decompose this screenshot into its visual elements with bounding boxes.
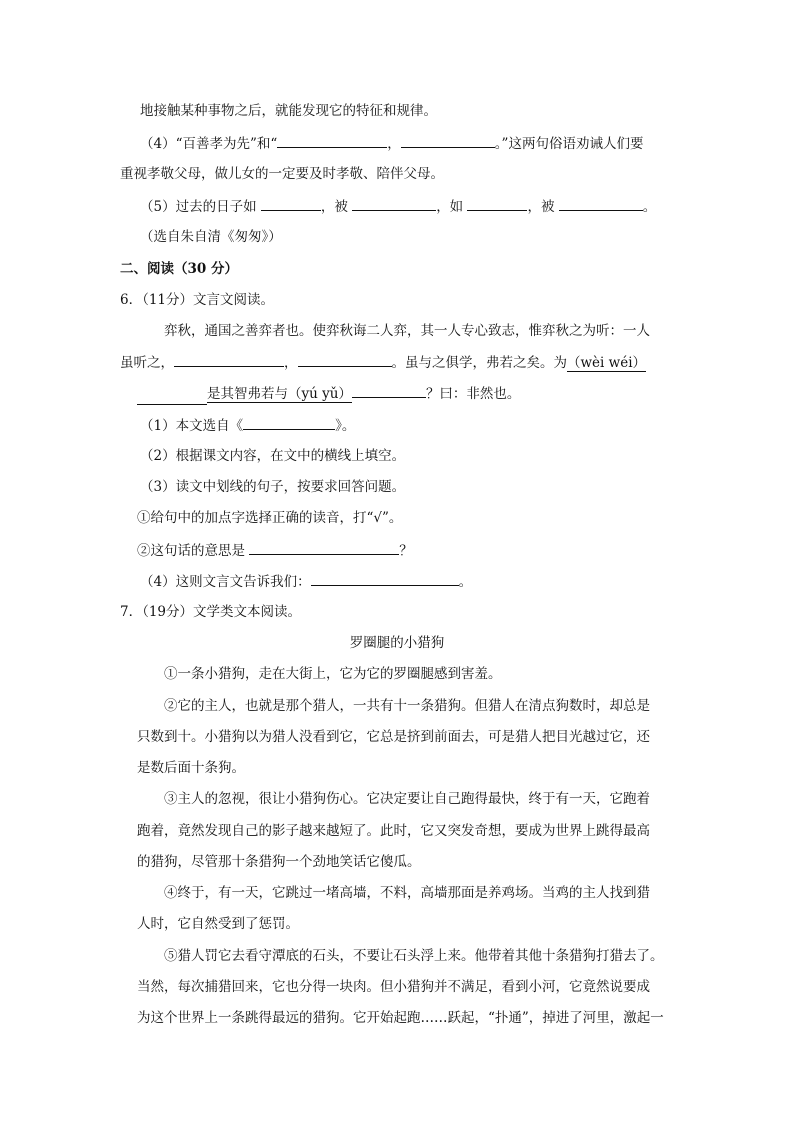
q7-header: 7．（19分）文学类文本阅读。 bbox=[120, 604, 302, 620]
q6-passage-blank-1[interactable] bbox=[174, 352, 284, 367]
q6-sub4-text-b: 。 bbox=[458, 574, 473, 590]
q6-sub3-2-text-a: ②这句话的意思是 bbox=[137, 543, 245, 559]
q7-story-line: ④终于，有一天，它跳过一堵高墙，不料，高墙那面是养鸡场。当鸡的主人找到猎 bbox=[164, 885, 650, 901]
q6-pinyin-yu: （yú yǔ） bbox=[288, 386, 352, 402]
q5-item4-blank-1[interactable] bbox=[277, 133, 387, 148]
q6-sub1-blank[interactable] bbox=[243, 415, 335, 430]
q6-header: 6．（11分）文言文阅读。 bbox=[120, 292, 275, 308]
q5-item5-line bbox=[140, 196, 656, 217]
q7-story-line: ③主人的忽视，很让小猎狗伤心。它决定要让自己跑得最快，终于有一天，它跑着 bbox=[164, 791, 650, 807]
q5-item5-text-e: 。 bbox=[642, 199, 657, 215]
q5-item5-text-c: ，如 bbox=[436, 199, 464, 215]
q5-item5-text-b: ，被 bbox=[320, 199, 348, 215]
q5-item5-blank-3[interactable] bbox=[467, 196, 527, 211]
q7-story-line: 为这个世界上一条跳得最远的猎狗。它开始起跑……跃起，“扑通”，掉进了河里，激起一 bbox=[137, 1010, 664, 1026]
q6-p3-text-b: ？曰：非然也。 bbox=[425, 386, 521, 402]
q7-story-title: 罗圈腿的小猎狗 bbox=[349, 635, 445, 651]
q5-item4-blank-2[interactable] bbox=[401, 133, 495, 148]
q7-story-line: 当然，每次捕猎回来，它也分得一块肉。但小猎狗并不满足，看到小河，它竟然说要成 bbox=[137, 979, 650, 995]
q6-sub4-text-a: （4）这则文言文告诉我们： bbox=[140, 574, 311, 590]
q6-p2-text-b: ， bbox=[284, 355, 298, 371]
q6-sub3: （3）读文中划线的句子，按要求回答问题。 bbox=[140, 479, 406, 495]
q7-story-line: ②它的主人，也就是那个猎人，一共有十一条猎狗。但猎人在清点狗数时，却总是 bbox=[164, 698, 650, 714]
q5-item4-text-c: 。”这两句俗语劝诫人们要 bbox=[494, 136, 644, 152]
q6-sub1-text-b: 》。 bbox=[335, 418, 356, 434]
q5-item4-text-a: （4）“百善孝为先”和“ bbox=[140, 136, 278, 152]
q7-story-line: 的猎狗，尽管那十条猎狗一个劲地笑话它傻瓜。 bbox=[137, 854, 421, 870]
q6-sub1 bbox=[140, 415, 355, 436]
q6-sub4 bbox=[140, 571, 472, 592]
q6-p2-text-a: 虽听之， bbox=[120, 355, 174, 371]
q5-item5-text-d: ，被 bbox=[527, 199, 555, 215]
q5-item5-blank-4[interactable] bbox=[559, 196, 643, 211]
q6-sub3-2-text-b: ？ bbox=[399, 543, 413, 559]
q6-sub1-text-a: （1）本文选自《 bbox=[140, 418, 244, 434]
q6-sub4-blank[interactable] bbox=[311, 571, 459, 586]
q6-pinyin-wei: （wèi wéi） bbox=[567, 355, 647, 371]
q6-sub2: （2）根据课文内容，在文中的横线上填空。 bbox=[140, 448, 406, 464]
q5-item4-text-b: ， bbox=[387, 136, 401, 152]
q5-continuation-line: 地接触某种事物之后，就能发现它的特征和规律。 bbox=[140, 103, 437, 119]
q7-story-line: 跑着，竟然发现自己的影子越来越短了。此时，它又突发奇想，要成为世界上跳得最高 bbox=[137, 823, 650, 839]
q6-p2-text-c: 。虽与之俱学，弗若之矣。为 bbox=[391, 355, 567, 371]
q6-sub3-2 bbox=[137, 540, 413, 561]
q7-story-line: 只数到十。小猎狗以为猎人没看到它，它总是挤到前面去，可是猎人把目光越过它，还 bbox=[137, 729, 650, 745]
q6-passage-blank-2[interactable] bbox=[298, 352, 392, 367]
q6-underline-lead bbox=[137, 384, 207, 405]
q5-item5-source: （选自朱自清《匆匆》） bbox=[140, 229, 282, 245]
q5-item5-blank-2[interactable] bbox=[352, 196, 436, 211]
q6-sub3-2-blank[interactable] bbox=[249, 540, 399, 555]
q7-story-line: 人时，它自然受到了惩罚。 bbox=[137, 916, 299, 932]
q5-item5-blank-1[interactable] bbox=[261, 196, 321, 211]
section2-heading: 二、阅读（30 分） bbox=[120, 261, 238, 277]
q7-story-line: 是数后面十条狗。 bbox=[137, 760, 245, 776]
q6-passage-blank-3[interactable] bbox=[352, 383, 426, 398]
q7-story-line: ①一条小猎狗，走在大街上，它为它的罗圈腿感到害羞。 bbox=[164, 666, 502, 682]
q6-passage-line3 bbox=[137, 383, 520, 405]
q5-item5-text-a: （5）过去的日子如 bbox=[140, 199, 257, 215]
q6-sub3-1: ①给句中的加点字选择正确的读音，打“√”。 bbox=[137, 510, 403, 526]
q6-passage-line1: 弈秋，通国之善弈者也。使弈秋诲二人弈，其一人专心致志，惟弈秋之为听：一人 bbox=[164, 323, 650, 339]
q5-item4-line2: 重视孝敬父母，做儿女的一定要及时孝敬、陪伴父母。 bbox=[120, 166, 444, 182]
q6-passage-line2 bbox=[120, 352, 646, 373]
q7-story-line: ⑤猎人罚它去看守潭底的石头，不要让石头浮上来。他带着其他十条猎狗打猎去了。 bbox=[164, 948, 664, 964]
q6-p3-text-a: 是其智弗若与 bbox=[207, 386, 288, 402]
q5-item4-line bbox=[140, 133, 643, 154]
